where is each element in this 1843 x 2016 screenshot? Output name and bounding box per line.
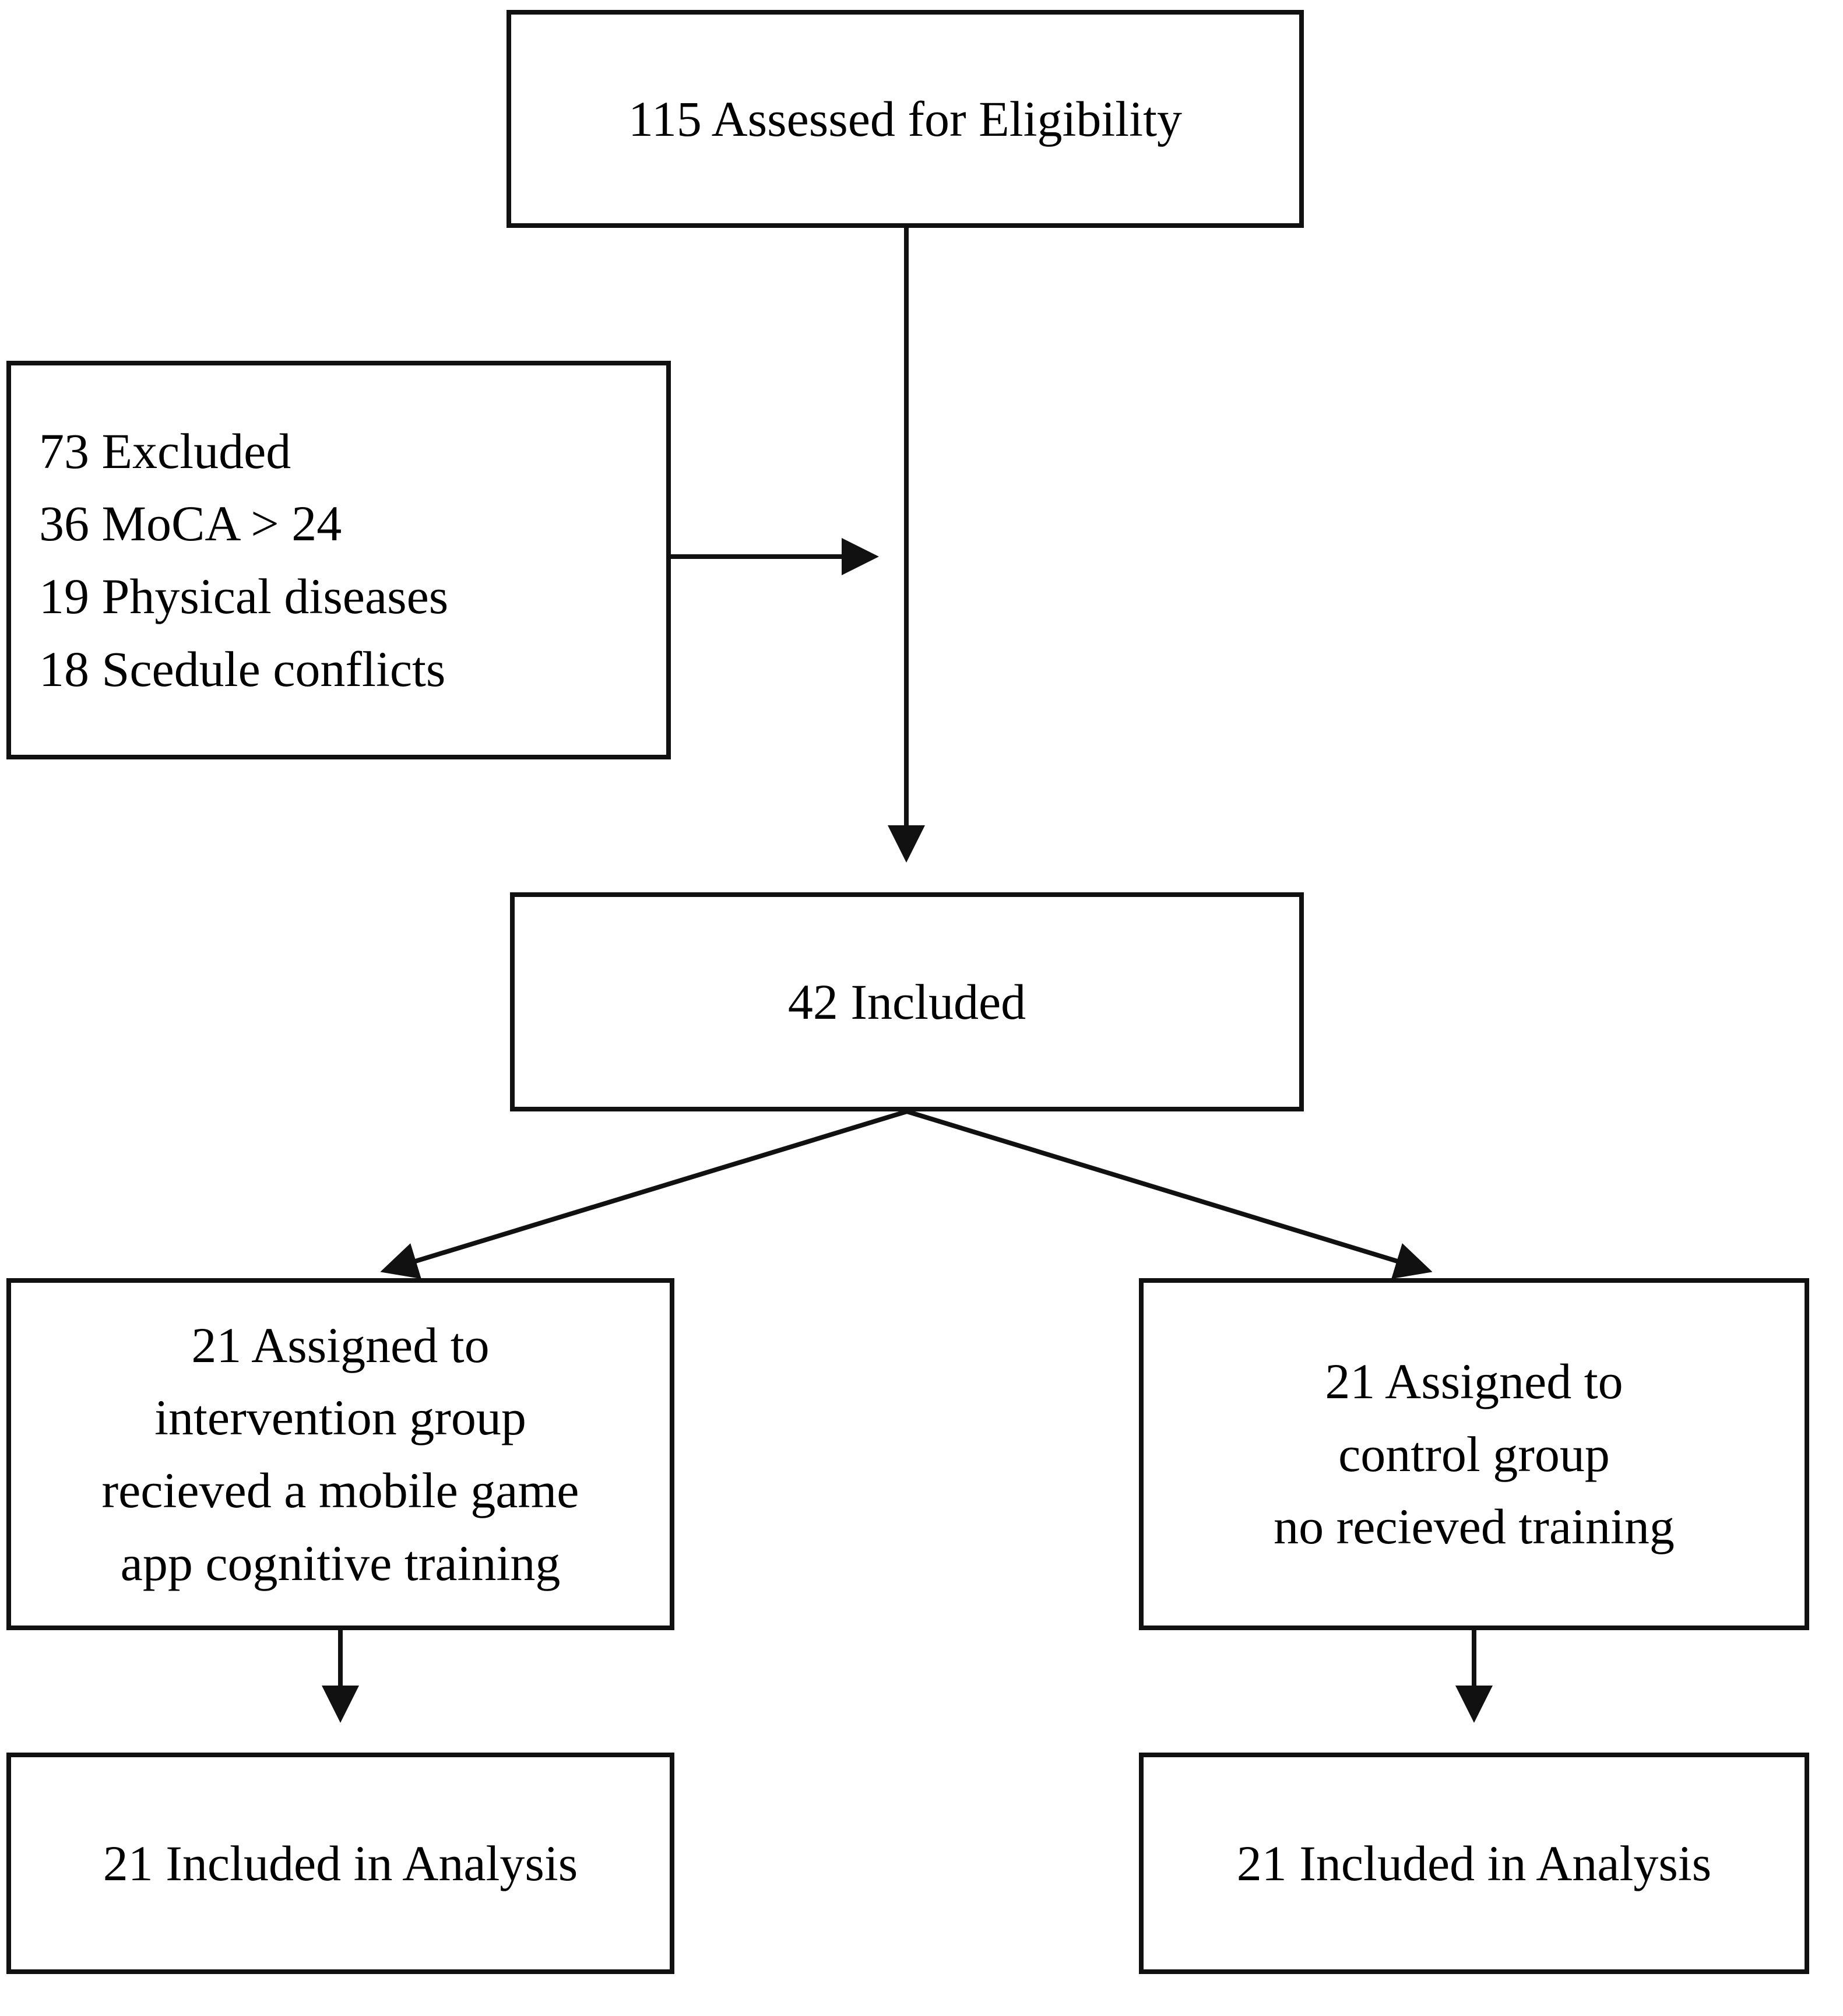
assessed-label: 115 Assessed for Eligibility: [628, 90, 1182, 147]
excluded-line-moca: 36 MoCA > 24: [39, 495, 342, 552]
intervention-line-3: recieved a mobile game: [101, 1462, 579, 1518]
excluded-line-physical: 19 Physical diseases: [39, 568, 449, 624]
arrow-included-to-control: [907, 1111, 1428, 1271]
box-control-analysis: [1139, 1753, 1809, 1974]
control-analysis-label: 21 Included in Analysis: [1236, 1835, 1712, 1891]
box-excluded: [6, 361, 671, 759]
box-control-group: [1139, 1278, 1809, 1630]
control-line-2: control group: [1338, 1426, 1610, 1482]
intervention-line-1: 21 Assigned to: [191, 1317, 490, 1373]
intervention-line-4: app cognitive training: [120, 1535, 561, 1591]
intervention-line-2: intervention group: [154, 1389, 526, 1446]
excluded-line-schedule: 18 Scedule conflicts: [39, 641, 446, 697]
control-line-1: 21 Assigned to: [1325, 1353, 1623, 1409]
box-assessed-for-eligibility: [507, 10, 1304, 228]
control-line-3: no recieved training: [1274, 1498, 1675, 1555]
box-intervention-analysis: [6, 1753, 674, 1974]
box-included: [510, 892, 1304, 1111]
excluded-line-total: 73 Excluded: [39, 423, 291, 479]
box-intervention-group: [6, 1278, 674, 1630]
included-label: 42 Included: [787, 973, 1026, 1030]
intervention-analysis-label: 21 Included in Analysis: [103, 1835, 578, 1891]
arrow-included-to-intervention: [385, 1111, 907, 1271]
